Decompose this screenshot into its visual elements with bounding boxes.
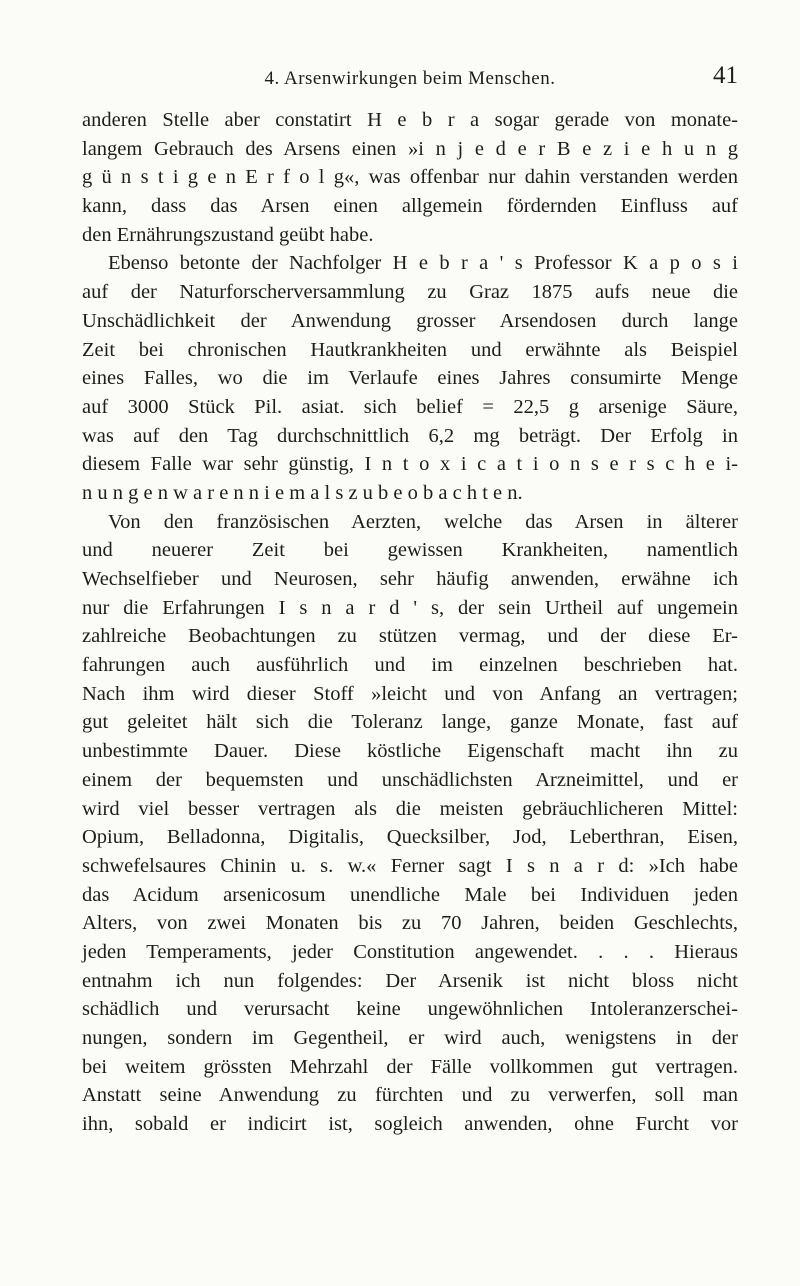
text-line: diesem Falle war sehr günstig, I n t o x i c a t i o n s e r s c h e i- xyxy=(82,453,738,476)
text-line: Ebenso betonte der Nachfolger H e b r a ' s Professor K a p o s i xyxy=(108,252,738,275)
text-line: was auf den Tag durchschnittlich 6,2 mg beträgt. Der Erfolg in xyxy=(82,424,738,447)
text-line: Nach ihm wird dieser Stoff »leicht und von Anfang an vertragen; xyxy=(82,682,738,705)
text-line: Zeit bei chronischen Hautkrankheiten und erwähnte als Beispiel xyxy=(82,338,738,361)
text-line: Von den französischen Aerzten, welche das Arsen in älterer xyxy=(108,510,738,533)
text-line: das Acidum arsenicosum unendliche Male bei Individuen jeden xyxy=(82,883,738,906)
text-line: schwefelsaures Chinin u. s. w.« Ferner sagt I s n a r d: »Ich habe xyxy=(82,854,738,877)
text-line: entnahm ich nun folgendes: Der Arsenik ist nicht bloss nicht xyxy=(82,969,738,992)
text-line: auf der Naturforscherversammlung zu Graz 1875 aufs neue die xyxy=(82,281,738,304)
text-line: jeden Temperaments, jeder Constitution angewendet. . . . Hieraus xyxy=(82,940,738,963)
text-line: langem Gebrauch des Arsens einen »i n j e d e r B e z i e h u n g xyxy=(82,137,738,160)
text-line: anderen Stelle aber constatirt H e b r a sogar gerade von monate- xyxy=(82,109,738,131)
text-line: Wechselfieber und Neurosen, sehr häufig anwenden, erwähne ich xyxy=(82,568,738,590)
text-line: bei weitem grössten Mehrzahl der Fälle vollkommen gut vertragen. xyxy=(82,1055,738,1078)
text-line: kann, dass das Arsen einen allgemein fördernden Einfluss auf xyxy=(82,195,738,218)
text-line: Alters, von zwei Monaten bis zu 70 Jahren, beiden Geschlechts, xyxy=(82,912,738,935)
page-number: 41 xyxy=(713,62,738,89)
text-line: schädlich und verursacht keine ungewöhnlichen Intoleranzerschei- xyxy=(82,998,738,1021)
text-line: einem der bequemsten und unschädlichsten Arzneimittel, und er xyxy=(82,768,738,791)
running-head xyxy=(82,62,738,98)
text-line: unbestimmte Dauer. Diese köstliche Eigenschaft macht ihn zu xyxy=(82,740,738,763)
text-line: ihn, sobald er indicirt ist, sogleich anwenden, ohne Furcht vor xyxy=(82,1113,738,1136)
body-text xyxy=(82,106,738,1139)
text-line: den Ernährungszustand geübt habe. xyxy=(82,223,374,246)
text-line: Anstatt seine Anwendung zu fürchten und zu verwerfen, soll man xyxy=(82,1084,738,1107)
text-line: Unschädlichkeit der Anwendung grosser Arsendosen durch lange xyxy=(82,309,738,332)
text-line: gut geleitet hält sich die Toleranz lange, ganze Monate, fast auf xyxy=(82,711,738,734)
text-line: auf 3000 Stück Pil. asiat. sich belief = 22,5 g arsenige Säure, xyxy=(82,395,738,418)
text-line: fahrungen auch ausführlich und im einzelnen beschrieben hat. xyxy=(82,654,738,677)
text-line: g ü n s t i g e n E r f o l g«, was offenbar nur dahin verstanden werden xyxy=(82,166,738,189)
running-title: 4. Arsenwirkungen beim Menschen. xyxy=(264,68,556,89)
text-line: nur die Erfahrungen I s n a r d ' s, der sein Urtheil auf ungemein xyxy=(82,596,738,619)
text-line: und neuerer Zeit bei gewissen Krankheiten, namentlich xyxy=(82,539,738,562)
text-line: eines Falles, wo die im Verlaufe eines Jahres consumirte Menge xyxy=(82,367,738,390)
text-line: n u n g e n w a r e n n i e m a l s z u b e o b a c h t e n. xyxy=(82,481,523,504)
text-line: wird viel besser vertragen als die meisten gebräuchlicheren Mittel: xyxy=(82,797,738,820)
text-line: nungen, sondern im Gegentheil, er wird auch, wenigstens in der xyxy=(82,1027,738,1049)
text-line: Opium, Belladonna, Digitalis, Quecksilber, Jod, Leberthran, Eisen, xyxy=(82,826,738,849)
text-line: zahlreiche Beobachtungen zu stützen vermag, und der diese Er- xyxy=(82,625,738,648)
